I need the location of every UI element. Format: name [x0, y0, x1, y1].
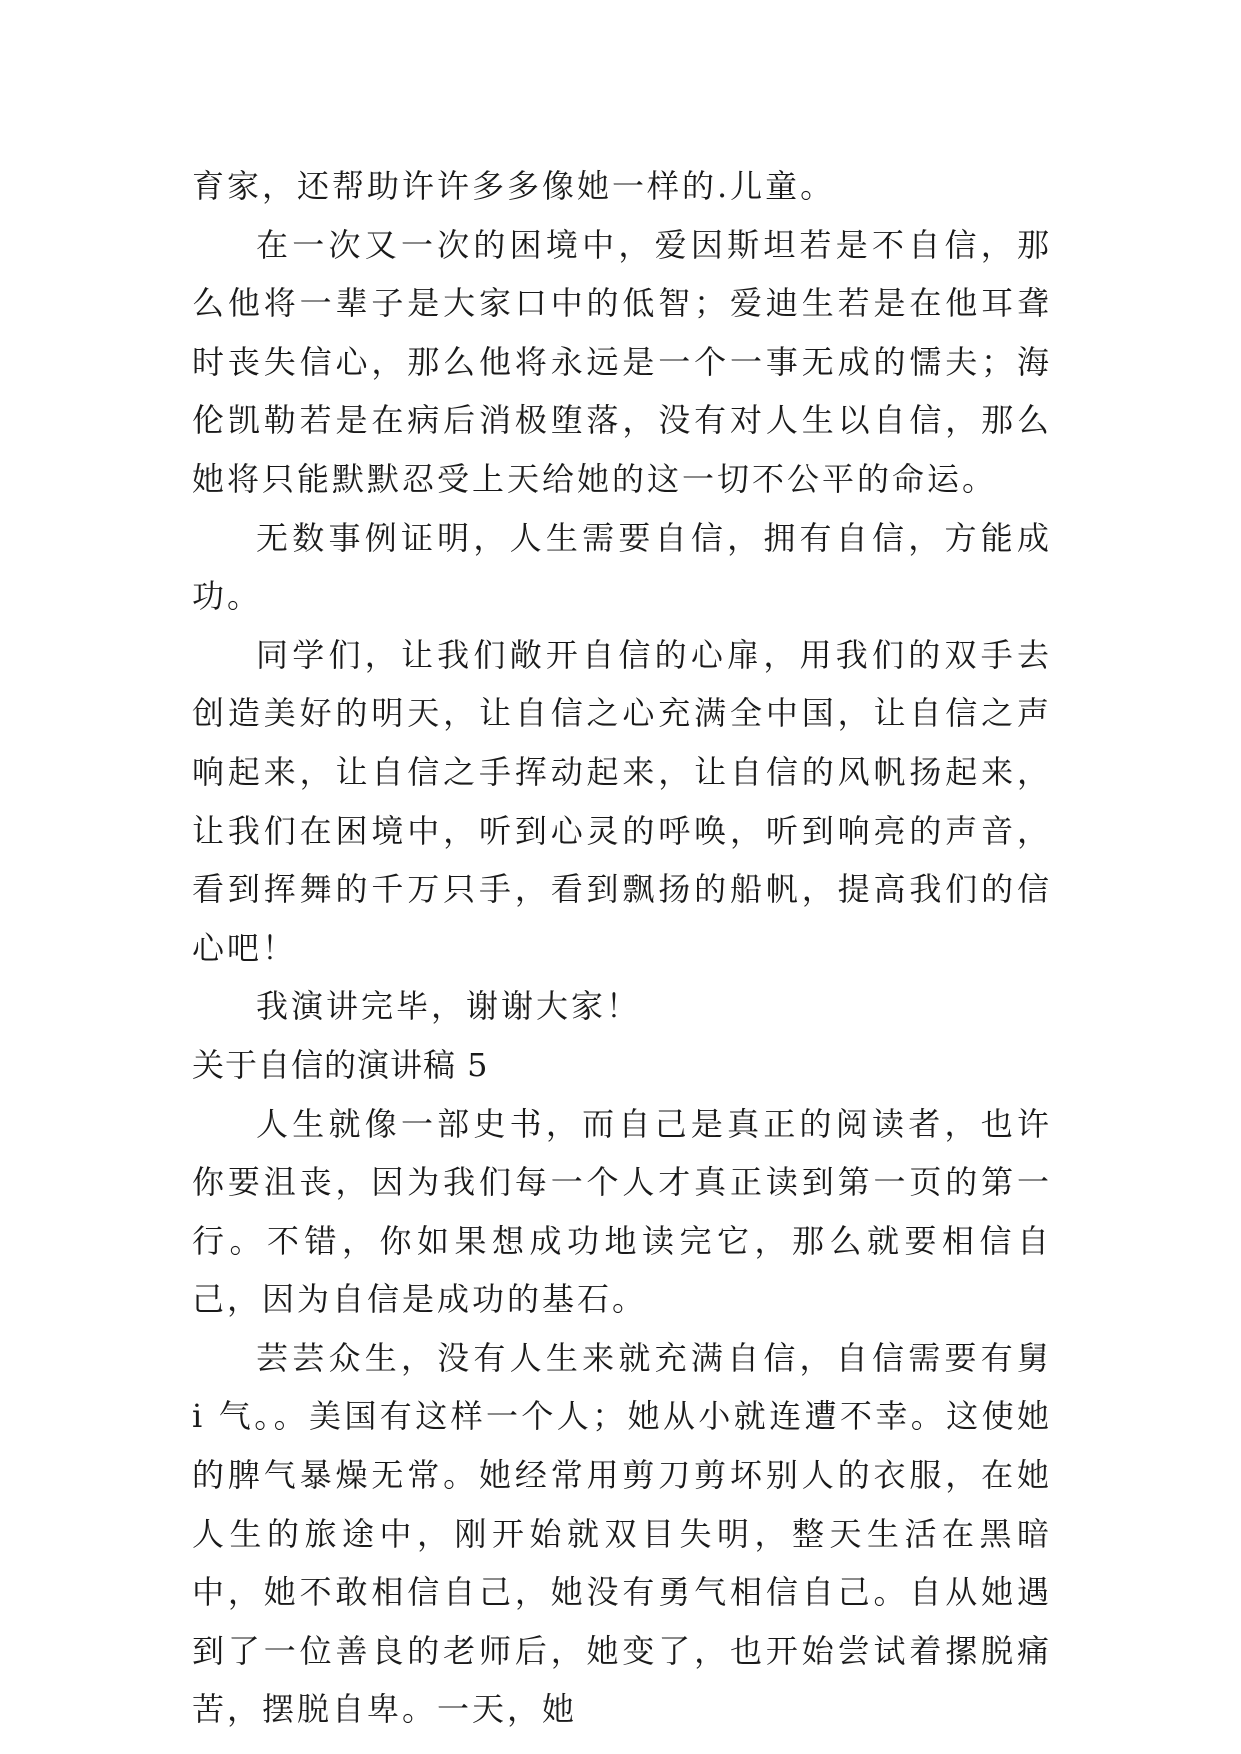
- paragraph-life-history-book: 人生就像一部史书，而自己是真正的阅读者，也许你要沮丧，因为我们每一个人才真正读到第一页的第一行。不错，你如果想成功地读完它，那么就要相信自己，因为自信是成功的基石。: [192, 1104, 1052, 1319]
- paragraph-classmates-call: 同学们，让我们敞开自信的心扉，用我们的双手去创造美好的明天，让自信之心充满全中国，让自信之声响起来，让自信之手挥动起来，让自信的风帆扬起来，让我们在困境中，听到心灵的呼唤，听到响亮的声音，看到挥舞的千万只手，看到飘扬的船帆，提高我们的信心吧！: [192, 635, 1052, 967]
- paragraph-continuation: 育家，还帮助许许多多像她一样的.儿童。: [192, 167, 836, 205]
- document-body: [192, 157, 1052, 1739]
- paragraph-speech-end: 我演讲完毕，谢谢大家！: [256, 987, 642, 1026]
- paragraph-american-woman-story: 芸芸众生，没有人生来就充满自信，自信需要有舅 i 气。。美国有这样一个人；她从小就连遭不幸。这使她的脾气暴燥无常。她经常用剪刀剪坏别人的衣服，在她人生的旅途中，刚开始就双目失明，整天生活在黑暗中，她不敢相信自己，她没有勇气相信自己。自从她遇到了一位善良的老师后，她变了，也开始尝试着摞脱痛苦，摆脱自卑。一天，她: [192, 1338, 1052, 1729]
- paragraph-examples-prove: 无数事例证明，人生需要自信，拥有自信，方能成功。: [192, 518, 1052, 616]
- section-heading-speech-5: 关于自信的演讲稿 5: [192, 1045, 489, 1084]
- paragraph-einstein-edison-keller: 在一次又一次的困境中，爱因斯坦若是不自信，那么他将一辈子是大家口中的低智；爱迪生若是在他耳聋时丧失信心，那么他将永远是一个一事无成的懦夫；海伦凯勒若是在病后消极堕落，没有对人生以自信，那么她将只能默默忍受上天给她的这一切不公平的命运。: [192, 225, 1052, 498]
